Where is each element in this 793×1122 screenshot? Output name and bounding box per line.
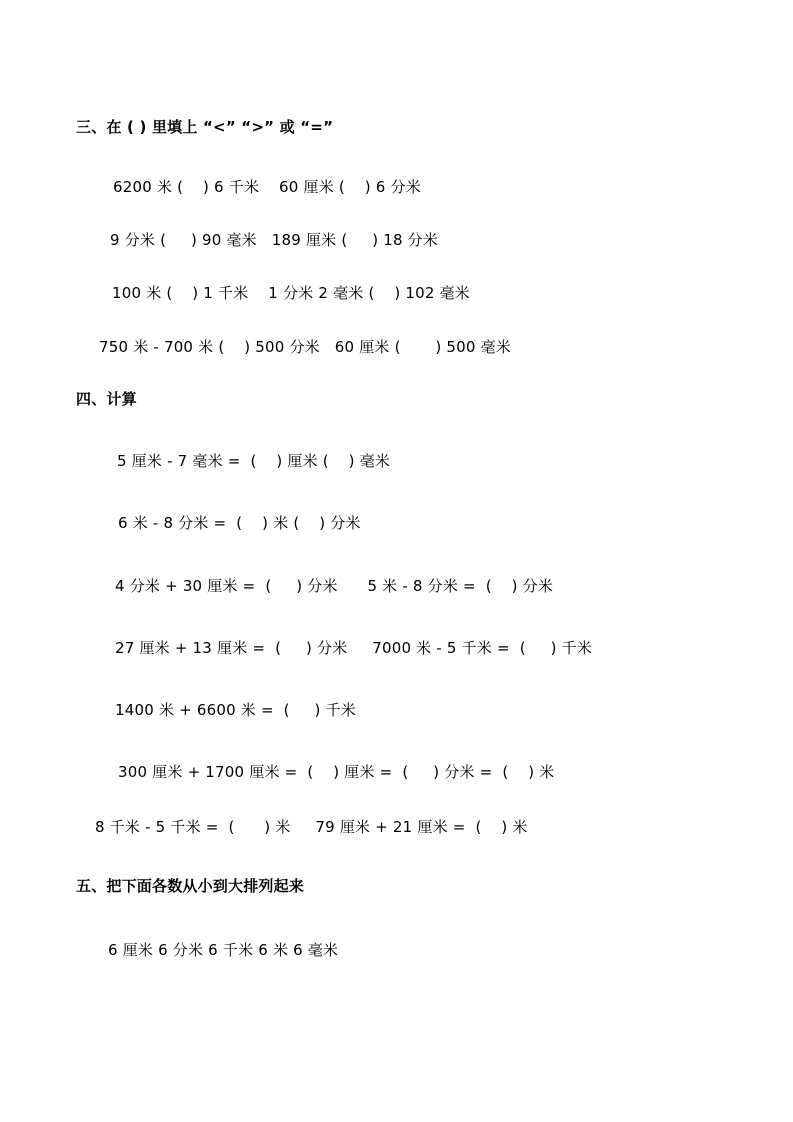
calc-problem-line-1: 5 厘米 - 7 毫米 = ( ) 厘米 ( ) 毫米	[117, 452, 391, 470]
compare-problem-line-1: 6200 米 ( ) 6 千米 60 厘米 ( ) 6 分米	[113, 178, 421, 196]
section-calculate-heading: 四、计算	[76, 390, 137, 408]
calc-problem-line-2: 6 米 - 8 分米 = ( ) 米 ( ) 分米	[118, 514, 361, 532]
compare-problem-line-2: 9 分米 ( ) 90 毫米 189 厘米 ( ) 18 分米	[110, 231, 439, 249]
calc-problem-line-7: 8 千米 - 5 千米 = ( ) 米 79 厘米 + 21 厘米 = ( ) 米	[95, 818, 528, 836]
calc-problem-line-6: 300 厘米 + 1700 厘米 = ( ) 厘米 = ( ) 分米 = ( ) 米	[118, 763, 555, 781]
section-compare-heading: 三、在 ( ) 里填上 “<” “>” 或 “=”	[76, 118, 334, 136]
calc-problem-line-5: 1400 米 + 6600 米 = ( ) 千米	[115, 701, 356, 719]
section-order-heading: 五、把下面各数从小到大排列起来	[76, 877, 305, 895]
compare-problem-line-3: 100 米 ( ) 1 千米 1 分米 2 毫米 ( ) 102 毫米	[112, 284, 470, 302]
calc-problem-line-3: 4 分米 + 30 厘米 = ( ) 分米 5 米 - 8 分米 = ( ) 分米	[115, 577, 554, 595]
calc-problem-line-4: 27 厘米 + 13 厘米 = ( ) 分米 7000 米 - 5 千米 = ( ) 千米	[115, 639, 593, 657]
compare-problem-line-4: 750 米 - 700 米 ( ) 500 分米 60 厘米 ( ) 500 毫米	[99, 338, 512, 356]
order-problem-line-1: 6 厘米 6 分米 6 千米 6 米 6 毫米	[108, 941, 339, 959]
